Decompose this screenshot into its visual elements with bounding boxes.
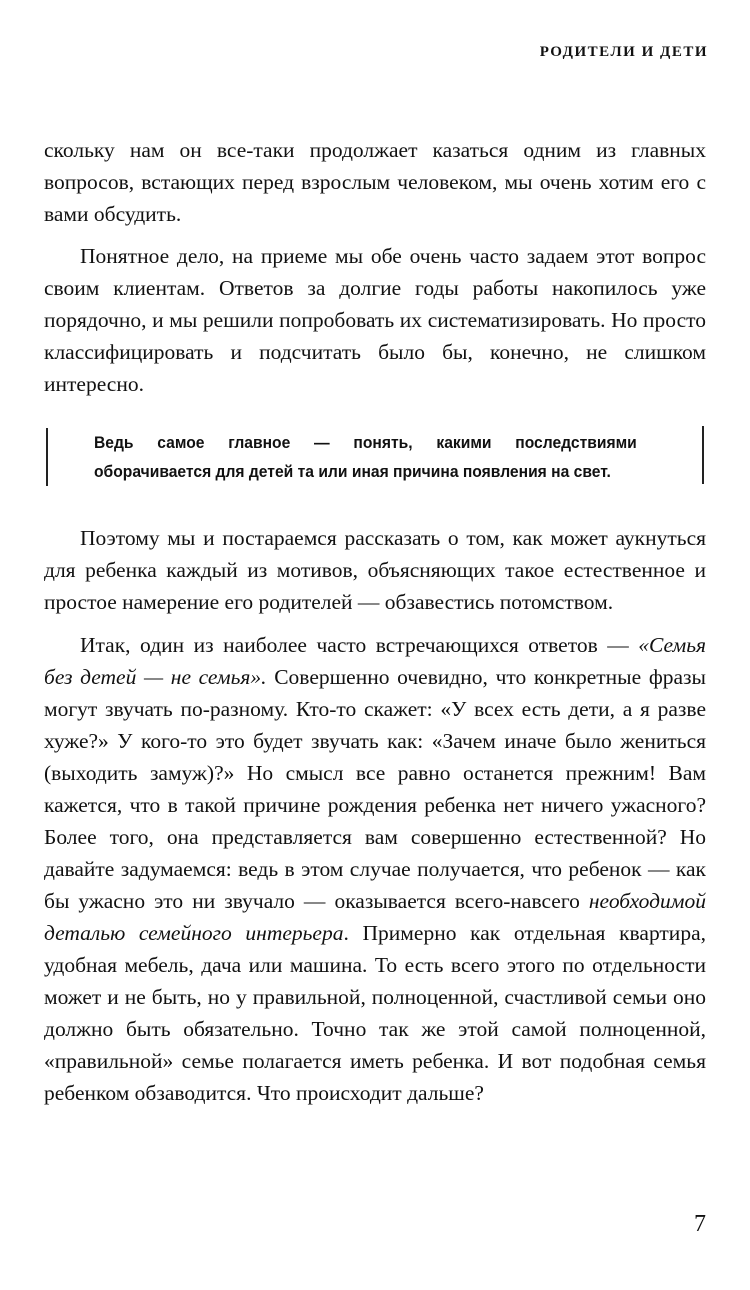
- callout-left-rule: [46, 428, 48, 486]
- paragraph-4-middle: Совершенно очевидно, что конкретные фразы могут звучать по-разному. Кто-то скажет: «У всех есть дети, а я разве хуже?» У кого-то это будет звучать как: «Зачем иначе было жениться (выходить замуж)?» Но смысл все равно останется прежним! Вам кажется, что в такой причине рождения ребенка нет ничего ужасного? Более того, она представляется вам совершенно естественной? Но давайте задумаемся: ведь в этом случае получается, что ребенок — как бы ужасно это ни звучало — оказывается всего-навсего: [44, 665, 706, 913]
- paragraph-4-lead: Итак, один из наиболее часто встречающихся ответов —: [80, 633, 639, 657]
- callout-box: [46, 424, 706, 486]
- callout-text: Ведь самое главное — понять, какими последствиями оборачивается для детей та или иная причина появления на свет.: [94, 433, 637, 481]
- paragraph-reception-question: Понятное дело, на приеме мы обе очень часто задаем этот вопрос своим клиентам. Ответов за долгие годы работы накопилось уже порядочно, и мы решили попробовать их систематизировать. Но просто классифицировать и подсчитать было бы, конечно, не слишком интересно.: [44, 244, 706, 396]
- phrase-family-interior-detail: необходимой деталью семейного интерьера: [44, 889, 706, 945]
- quote-family-without-children: «Семья без детей — не семья».: [44, 633, 706, 689]
- bottom-text-block: [44, 522, 706, 1109]
- paragraph-motives: Поэтому мы и постараемся рассказать о том, как может аукнуться для ребенка каждый из мотивов, объясняющих такое естественное и простое намерение его родителей — обзавестись потомством.: [44, 526, 706, 614]
- top-text-block: [44, 134, 706, 400]
- paragraph-continuation: скольку нам он все-таки продолжает казаться одним из главных вопросов, встающих перед взрослым человеком, мы очень хотим его с вами обсудить.: [44, 138, 706, 226]
- callout-right-rule: [702, 426, 704, 484]
- paragraph-4-ending: . Примерно как отдельная квартира, удобная мебель, дача или машина. То есть всего этого по отдельности может и не быть, но у правильной, полноценной, счастливой семьи оно должно быть обязательно. Точно так же этой самой полноценной, «правильной» семье полагается иметь ребенка. И вот подобная семья ребенком обзаводится. Что происходит дальше?: [44, 921, 706, 1105]
- running-header-title: РОДИТЕЛИ И ДЕТИ: [539, 44, 708, 60]
- page-number: 7: [694, 1211, 706, 1237]
- paragraph-family-answer: [44, 629, 706, 1109]
